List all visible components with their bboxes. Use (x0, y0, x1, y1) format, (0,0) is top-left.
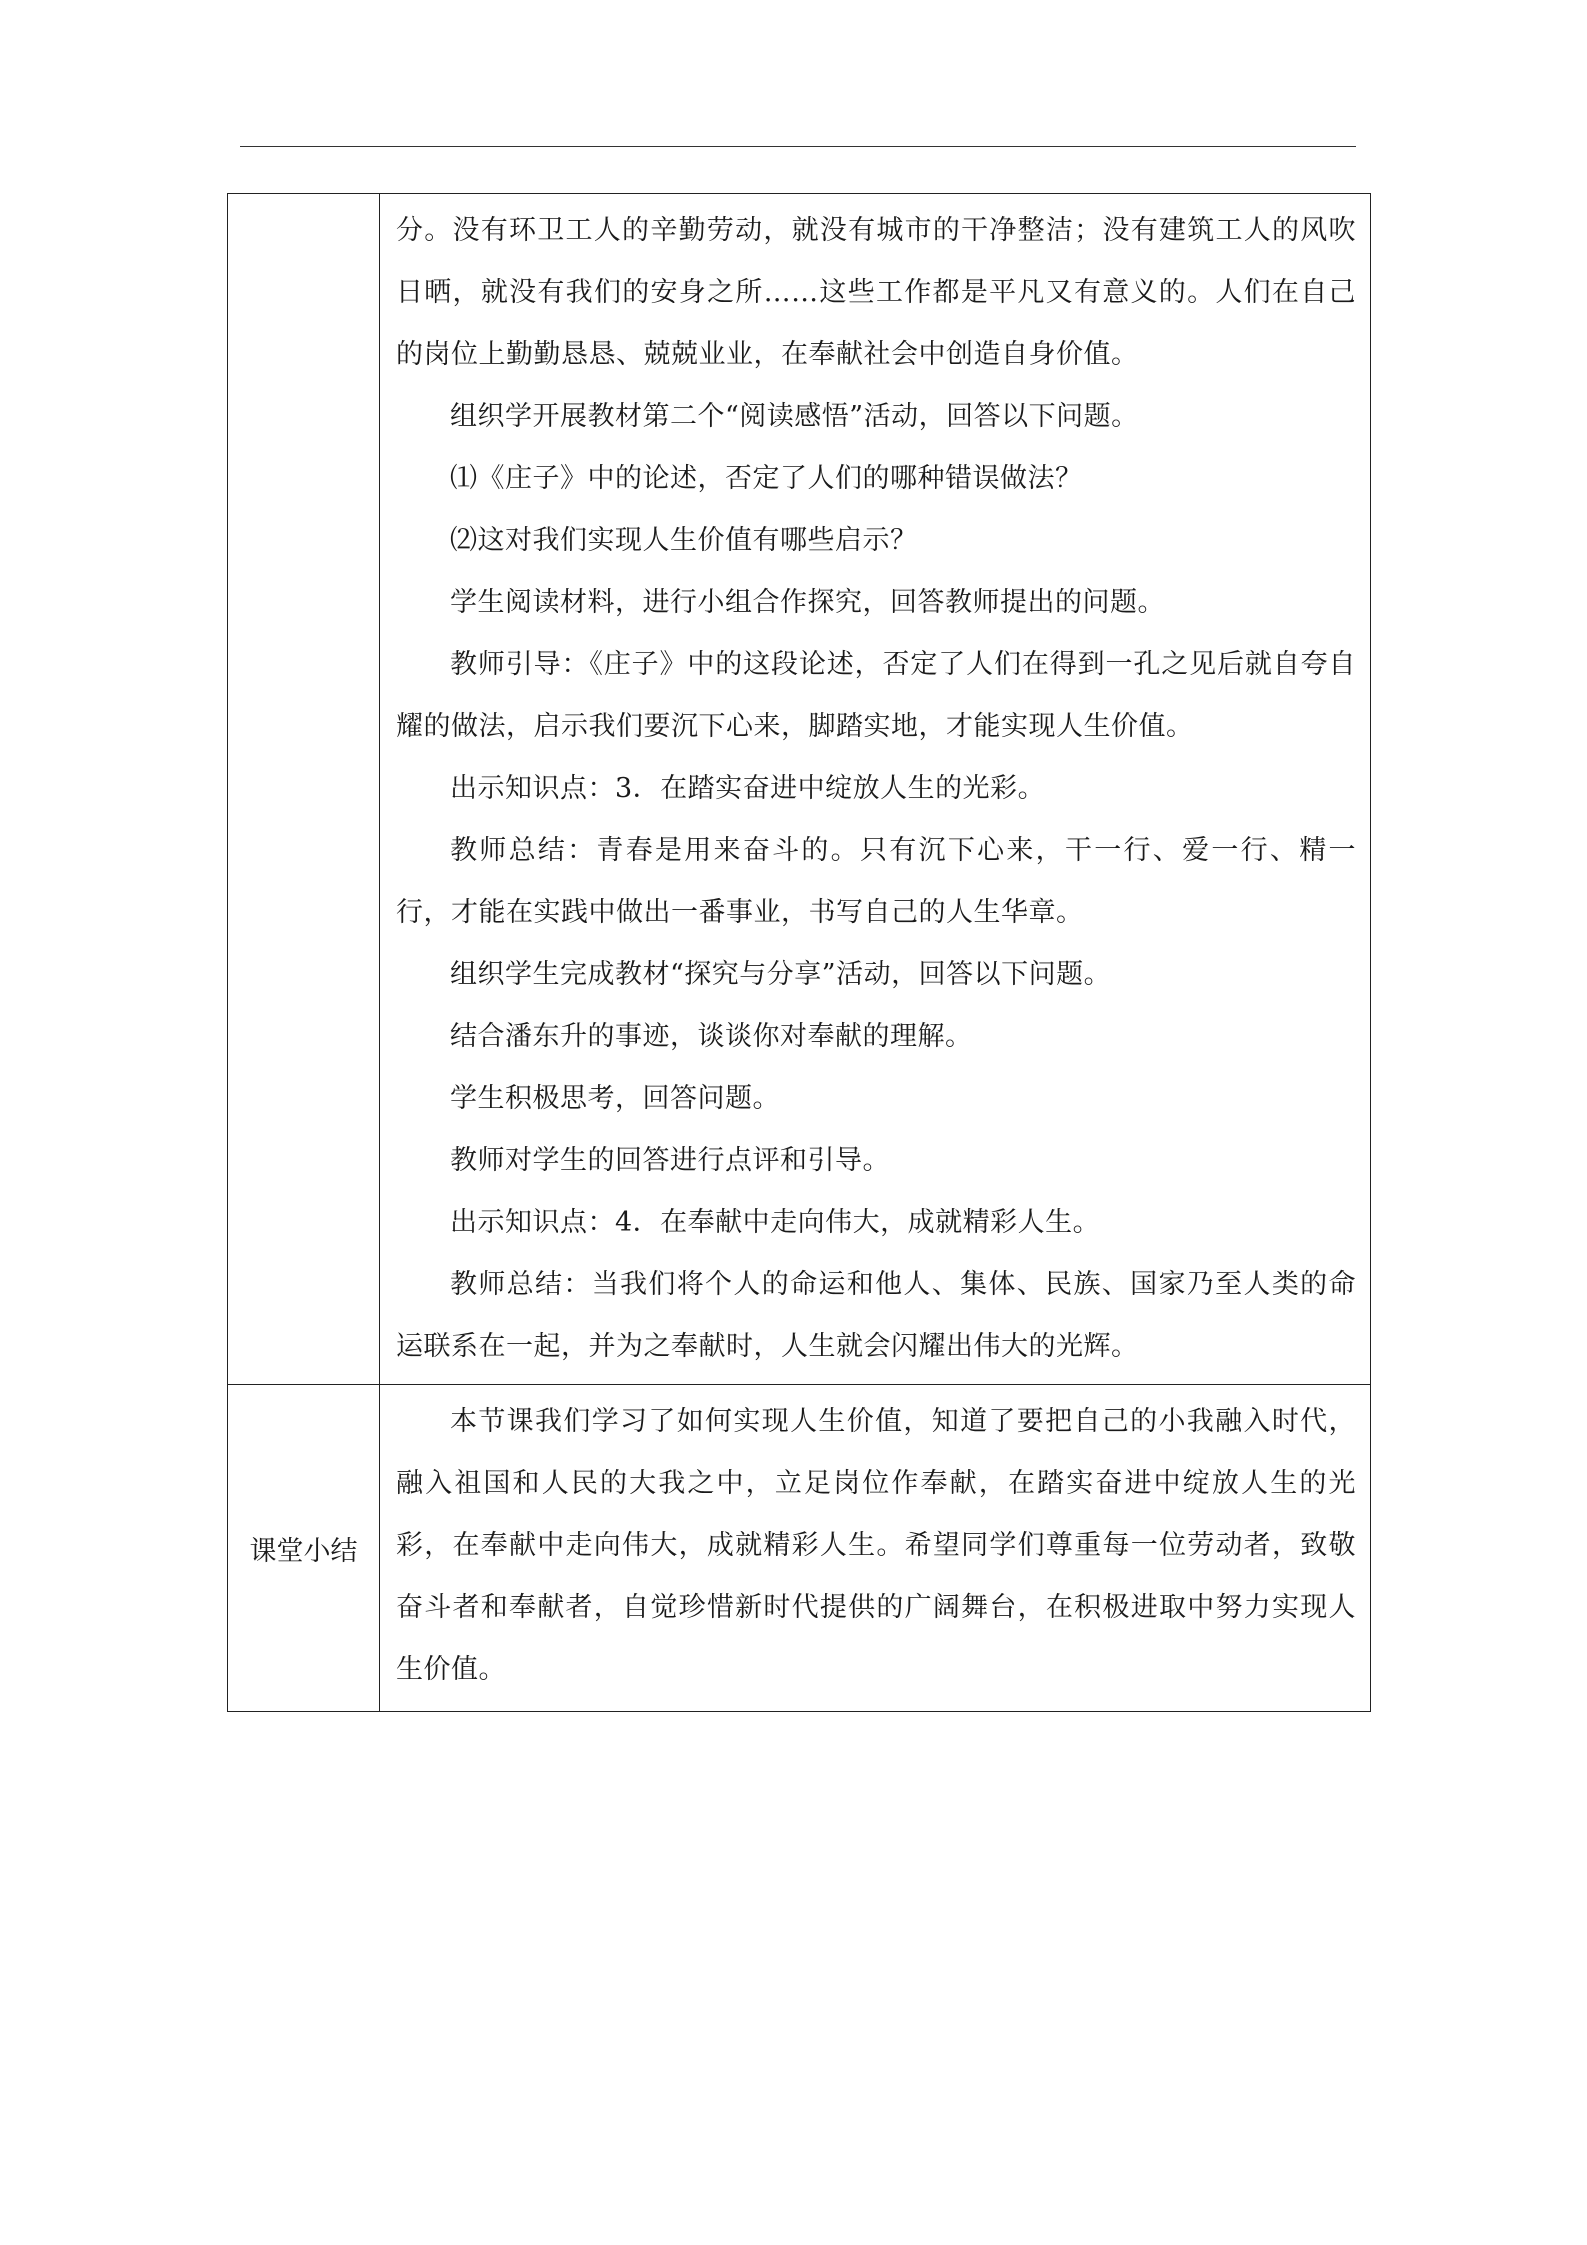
paragraph: ⑴《庄子》中的论述，否定了人们的哪种错误做法？ (450, 463, 1083, 494)
paragraph: 本节课我们学习了如何实现人生价值，知道了要把自己的小我融入时代，融入祖国和人民的大我之中，立足岗位作奉献，在踏实奋进中绽放人生的光彩，在奉献中走向伟大，成就精彩人生。希望同学们尊重每一位劳动者，致敬奋斗者和奉献者，自觉珍惜新时代提供的广阔舞台，在积极进取中努力实现人生价值。 (396, 1406, 1356, 1685)
paragraph-group (396, 1391, 1356, 1701)
header-rule (240, 146, 1356, 147)
paragraph: 学生积极思考，回答问题。 (450, 1083, 780, 1114)
paragraph: 结合潘东升的事迹，谈谈你对奉献的理解。 (450, 1021, 973, 1052)
table-row (228, 194, 1371, 1385)
lesson-plan-table (227, 193, 1371, 1712)
paragraph: 教师引导：《庄子》中的这段论述，否定了人们在得到一孔之见后就自夸自耀的做法，启示我们要沉下心来，脚踏实地，才能实现人生价值。 (396, 649, 1356, 742)
row-label (228, 194, 380, 1385)
paragraph: 组织学开展教材第二个“阅读感悟”活动，回答以下问题。 (450, 401, 1139, 432)
paragraph: ⑵这对我们实现人生价值有哪些启示？ (450, 525, 918, 556)
paragraph: 教师对学生的回答进行点评和引导。 (450, 1145, 890, 1176)
table-row (228, 1385, 1371, 1712)
paragraph: 教师总结：青春是用来奋斗的。只有沉下心来，干一行、爱一行、精一行，才能在实践中做出一番事业，书写自己的人生华章。 (396, 835, 1356, 928)
paragraph: 出示知识点：4．在奉献中走向伟大，成就精彩人生。 (450, 1207, 1101, 1238)
row-label: 课堂小结 (228, 1385, 380, 1712)
paragraph: 出示知识点：3．在踏实奋进中绽放人生的光彩。 (450, 773, 1046, 804)
paragraph: 教师总结：当我们将个人的命运和他人、集体、民族、国家乃至人类的命运联系在一起，并为之奉献时，人生就会闪耀出伟大的光辉。 (396, 1269, 1356, 1362)
row-content (380, 1385, 1371, 1712)
paragraph: 组织学生完成教材“探究与分享”活动，回答以下问题。 (450, 959, 1112, 990)
paragraph: 分。没有环卫工人的辛勤劳动，就没有城市的干净整洁；没有建筑工人的风吹日晒，就没有我们的安身之所……这些工作都是平凡又有意义的。人们在自己的岗位上勤勤恳恳、兢兢业业，在奉献社会中创造自身价值。 (396, 215, 1356, 370)
row-content (380, 194, 1371, 1385)
paragraph-group (396, 200, 1356, 1378)
paragraph: 学生阅读材料，进行小组合作探究，回答教师提出的问题。 (450, 587, 1165, 618)
